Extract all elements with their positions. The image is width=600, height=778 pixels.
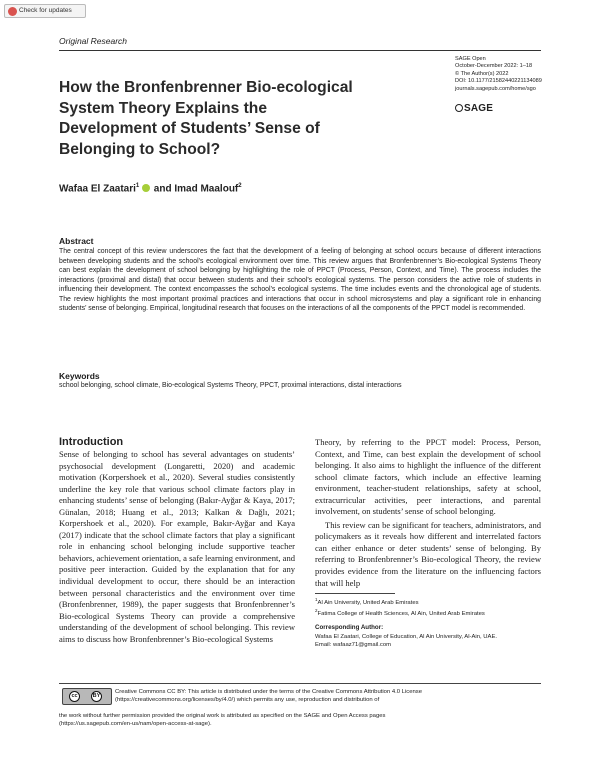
license-text-bottom <box>59 712 541 728</box>
journal-copyright: © The Author(s) 2022 <box>455 70 509 77</box>
license-line[interactable]: (https://creativecommons.org/licenses/by/4.0/) which permits any use, reproduction and distribution of <box>115 697 380 704</box>
keywords-text: school belonging, school climate, Bio-ecological Systems Theory, PPCT, proximal interactions, distal interactions <box>59 382 402 389</box>
check-for-updates-badge[interactable] <box>4 4 86 18</box>
affiliation-1: Al Ain University, United Arab Emirates <box>317 599 419 606</box>
author-separator: and <box>151 183 175 195</box>
cc-icon: cc <box>69 691 80 702</box>
corresponding-author-details <box>315 633 497 649</box>
body-column-left <box>59 449 295 645</box>
orcid-icon[interactable] <box>142 184 150 192</box>
journal-url[interactable]: journals.sagepub.com/home/sgo <box>455 85 536 92</box>
affiliation-marker: 2 <box>238 183 242 189</box>
keywords-heading: Keywords <box>59 371 100 381</box>
author-name[interactable]: Wafaa El Zaatari <box>59 183 136 195</box>
affiliation-2: Fatima College of Health Sciences, Al Ain, United Arab Emirates <box>317 611 485 618</box>
abstract-heading: Abstract <box>59 236 94 246</box>
abstract-text: The central concept of this review underscores the fact that the development of a feeling of belonging at school occurs because of different interactions between developing students and the school’s ecological environment over time. This review argues that Bronfenbrenner’s Bio-ecological Systems Theory can best explain the development of school belonging by highlighting the role of PPCT (Process, Person, Context, and Time). The process includes the interactions (proximal and distal) that occur between students and their school’s ecological systems. The person considers the active role of students in influencing their development. The context encompasses the school’s ecological systems. The time includes events and the chronological age of students. The review highlights the most important proximal practices and interactions that occur in school microsystems and play a significant role in enhancing students’ sense of belonging. Empirical, longitudinal research that focuses on the interactions of all the components of the PPCT model is recommended. <box>59 248 541 313</box>
check-updates-icon <box>8 7 17 16</box>
body-column-right <box>315 437 541 589</box>
journal-issue: October-December 2022: 1–18 <box>455 63 533 70</box>
affiliation-divider <box>315 593 395 594</box>
body-paragraph: Sense of belonging to school has several advantages on students’ psychosocial development (Longaretti, 2020) and academic motivation (Korpershoek et al., 2020). Several studies consistently underline the key role that various school climate factors play in enhancing students’ sense of belonging (Bakır-Ayğar & Kaya, 2017; Günalan, 2018; Huang et al., 2013; Kalkan & Dağlı, 2021; Korpershoek et al., 2020). For example, Bakır-Ayğar and Kaya (2017) indicate that the school climate factors that play a significant role in enhancing school belonging include supportive teacher behaviors, achievement orientation, a safe learning environment, and positive peer interaction. Guided by the explanation that for any individual development to occur, there should be an interaction between personal characteristics and the environment over time (Bronfenbrenner, 1989), the paper suggests that Bronfenbrenner’s Bio-ecological Systems Theory can provide a comprehensive understanding of the development of school belonging. This review aims to discuss how Bronfenbrenner’s Bio-ecological Systems <box>59 449 295 644</box>
article-type: Original Research <box>59 36 128 46</box>
journal-meta <box>455 56 542 93</box>
article-title: How the Bronfenbrenner Bio-ecological System Theory Explains the Development of Students’ Sense of Belonging to School? <box>59 79 353 158</box>
affiliation-marker: 1 <box>135 183 140 189</box>
sage-logo <box>455 103 493 114</box>
cc-by-license-icon[interactable] <box>62 688 112 705</box>
journal-doi[interactable]: DOI: 10.1177/21582440221134089 <box>455 78 542 85</box>
check-updates-label: Check for updates <box>19 7 72 14</box>
body-paragraph: Theory, by referring to the PPCT model: Process, Person, Context, and Time, can best explain the development of school belonging. It also aims to highlight the influence of the different school climate factors, which include an effective learning environment, teacher-student relationships, safety at school, extracurricular activities, peer interactions, and parental involvement, on students’ sense of school belonging. <box>315 437 541 517</box>
corresponding-author-email[interactable]: Email: wafaaz71@gmail.com <box>315 642 392 649</box>
sage-logo-icon <box>455 104 463 112</box>
section-heading-introduction: Introduction <box>59 436 124 448</box>
affiliation-marker: 1 <box>315 597 318 602</box>
sage-logo-text: SAGE <box>464 103 494 114</box>
license-line: Creative Commons CC BY: This article is distributed under the terms of the Creative Commons Attribution 4.0 License <box>115 689 422 695</box>
header-divider <box>59 50 541 51</box>
body-paragraph: This review can be significant for teachers, administrators, and policymakers as it reveals how different and interrelated factors can either enhance or deter students’ sense of belonging. By referring to Bronfenbrenner’s Bio-ecological Theory, the review provides evidence from the literature on the influencing factors that will help <box>315 519 541 588</box>
corresponding-author-heading: Corresponding Author: <box>315 624 384 631</box>
author-name[interactable]: Imad Maalouf <box>174 183 239 195</box>
footer-divider <box>59 683 541 684</box>
affiliation-marker: 2 <box>315 608 318 614</box>
by-icon: BY <box>91 691 102 702</box>
corresponding-author-address: Wafaa El Zaatari, College of Education, Al Ain University, Al-Ain, UAE. <box>315 634 498 640</box>
affiliations <box>315 596 485 618</box>
author-list <box>59 183 242 194</box>
license-line: the work without further permission provided the original work is attributed as specified on the SAGE and Open Access pages <box>59 713 386 719</box>
license-line[interactable]: (https://us.sagepub.com/en-us/nam/open-access-at-sage). <box>59 721 212 728</box>
license-text-top <box>115 688 525 704</box>
journal-name: SAGE Open <box>455 56 486 62</box>
